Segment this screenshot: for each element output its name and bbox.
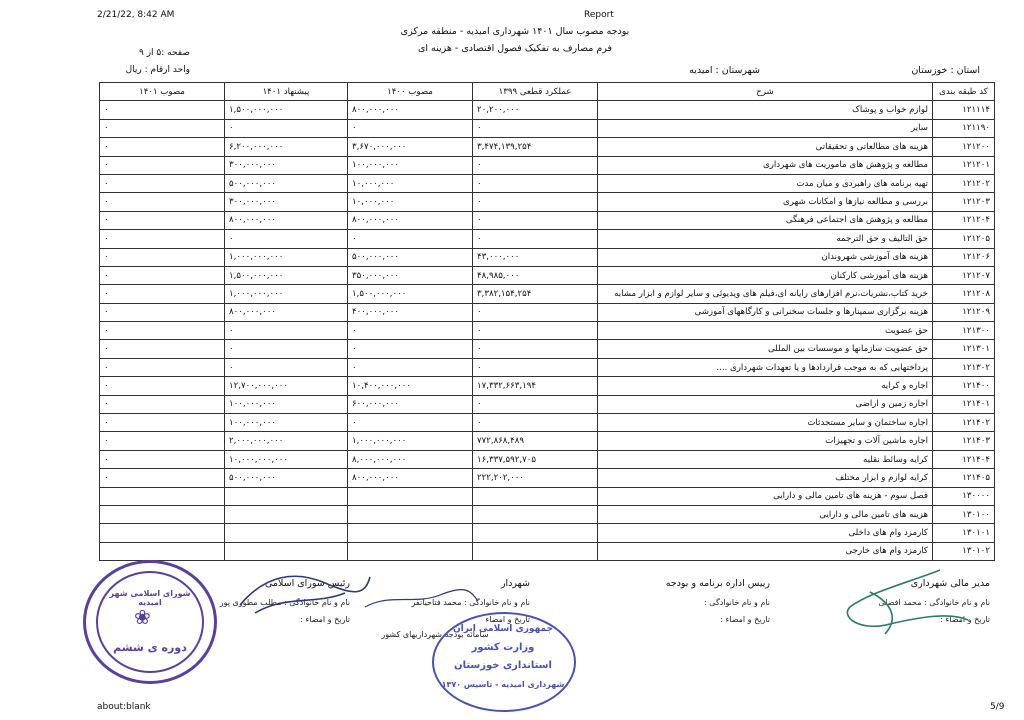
table-row [100,119,995,137]
table-row [100,358,995,376]
cell-proposed-1401 [225,542,348,560]
table-row [100,542,995,560]
cell-proposed-1401: ۸۰۰,۰۰۰,۰۰۰ [225,211,348,229]
cell-approved-1400: ۸۰۰,۰۰۰,۰۰۰ [348,101,473,119]
cell-description: خرید کتاب،نشریات،نرم افزارهای رایانه ای،فیلم های ویدیوئی و سایر لوازم و ابزار مشابه [598,285,933,303]
cell-code: ۱۲۱۲۰۳ [933,193,995,211]
table-row [100,414,995,432]
cell-actual-1399: ۰ [473,303,598,321]
cell-proposed-1401: ۲,۰۰۰,۰۰۰,۰۰۰ [225,432,348,450]
cell-description: اجاره ساختمان و سایر مستحدثات [598,414,933,432]
cell-approved-1400: ۰ [348,340,473,358]
municipality-stamp [432,612,576,712]
cell-description: تهیه برنامه های راهبردی و میان مدت [598,174,933,192]
cell-approved-1401: ۰ [100,285,225,303]
cell-approved-1400 [348,524,473,542]
cell-approved-1401: ۰ [100,138,225,156]
finance-manager-signature-icon [830,562,970,642]
cell-approved-1401: ۰ [100,156,225,174]
table-row [100,266,995,284]
cell-approved-1401 [100,487,225,505]
cell-proposed-1401 [225,505,348,523]
council-stamp-text: شورای اسلامی شهر امیدیه [109,589,191,607]
report-title: بودجه مصوب سال ۱۴۰۱ شهرداری امیدیه - منطقه مرکزی [400,26,630,37]
cell-approved-1401: ۰ [100,395,225,413]
mayor-title: شهردار [500,578,530,589]
print-url: about:blank [97,702,151,712]
cell-description: اجاره زمین و اراضی [598,395,933,413]
cell-proposed-1401: ۱۰۰,۰۰۰,۰۰۰ [225,395,348,413]
cell-approved-1401: ۰ [100,432,225,450]
page-label: صفحه :۵ از ۹ [139,48,190,58]
cell-approved-1400: ۰ [348,414,473,432]
cell-approved-1401: ۰ [100,358,225,376]
cell-code: ۱۲۱۴۰۱ [933,395,995,413]
cell-approved-1400: ۱۰۰,۰۰۰,۰۰۰ [348,156,473,174]
cell-actual-1399: ۴۸,۹۸۵,۰۰۰ [473,266,598,284]
stamp-line-1: جمهوری اسلامی ایران [452,624,554,634]
cell-code: ۱۲۱۱۹۰ [933,119,995,137]
cell-approved-1401 [100,524,225,542]
table-row [100,230,995,248]
cell-actual-1399: ۳,۴۷۴,۱۳۹,۲۵۴ [473,138,598,156]
col-header-proposed-1401: پیشنهاد ۱۴۰۱ [225,83,348,101]
cell-actual-1399: ۰ [473,358,598,376]
table-row [100,193,995,211]
cell-code: ۱۲۱۲۰۷ [933,266,995,284]
mayor-name: نام و نام خانوادگی : محمد فتاحیانفر [411,598,530,607]
cell-approved-1401: ۰ [100,248,225,266]
cell-approved-1401: ۰ [100,230,225,248]
cell-description: سایر [598,119,933,137]
cell-description: کرایه وسائط نقلیه [598,450,933,468]
cell-proposed-1401: ۶,۲۰۰,۰۰۰,۰۰۰ [225,138,348,156]
table-row [100,101,995,119]
print-title: Report [584,10,614,20]
cell-approved-1400: ۸,۰۰۰,۰۰۰,۰۰۰ [348,450,473,468]
cell-code: ۱۲۱۴۰۵ [933,469,995,487]
table-row [100,174,995,192]
cell-approved-1400: ۱,۵۰۰,۰۰۰,۰۰۰ [348,285,473,303]
cell-approved-1400 [348,542,473,560]
cell-code: ۱۲۱۲۰۲ [933,174,995,192]
cell-proposed-1401: ۱,۰۰۰,۰۰۰,۰۰۰ [225,248,348,266]
county-value: امیدیه [689,65,713,76]
cell-approved-1401: ۰ [100,174,225,192]
col-header-actual-1399: عملکرد قطعی ۱۳۹۹ [473,83,598,101]
cell-actual-1399: ۰ [473,193,598,211]
cell-code: ۱۲۱۲۰۶ [933,248,995,266]
finance-manager-name: نام و نام خانوادگی : محمد افضلی [878,598,990,607]
budget-head-title: رییس اداره برنامه و بودجه [665,578,770,589]
mayor-signature-icon [360,585,480,615]
cell-approved-1400: ۸۰۰,۰۰۰,۰۰۰ [348,469,473,487]
table-row [100,432,995,450]
stamp-line-3: استانداری خوزستان [454,660,552,671]
cell-approved-1401: ۰ [100,322,225,340]
county-label: شهرستان : [715,65,760,76]
cell-description: مطالعه و پژوهش های ماموریت های شهرداری [598,156,933,174]
table-row [100,395,995,413]
cell-actual-1399: ۳,۳۸۲,۱۵۴,۲۵۴ [473,285,598,303]
cell-proposed-1401: ۱۰,۰۰۰,۰۰۰,۰۰۰ [225,450,348,468]
cell-approved-1401: ۰ [100,469,225,487]
cell-proposed-1401: ۱,۵۰۰,۰۰۰,۰۰۰ [225,266,348,284]
cell-actual-1399 [473,487,598,505]
cell-code: ۱۲۱۴۰۴ [933,450,995,468]
cell-approved-1401: ۰ [100,303,225,321]
table-row [100,138,995,156]
cell-code: ۱۲۱۴۰۲ [933,414,995,432]
table-row [100,303,995,321]
cell-code: ۱۲۱۱۱۴ [933,101,995,119]
emblem-icon: ❀ [134,605,151,629]
cell-proposed-1401: ۰ [225,119,348,137]
table-row [100,340,995,358]
table-row [100,487,995,505]
cell-code: ۱۲۱۲۰۴ [933,211,995,229]
cell-code: ۱۳۰۱۰۲ [933,542,995,560]
cell-approved-1401: ۰ [100,414,225,432]
cell-actual-1399: ۰ [473,230,598,248]
council-stamp-term: دوره ی ششم [113,641,187,654]
cell-approved-1400: ۰ [348,119,473,137]
finance-manager-sign: تاریخ و امضاء : [940,615,990,624]
cell-approved-1401: ۰ [100,193,225,211]
cell-approved-1400: ۴۰۰,۰۰۰,۰۰۰ [348,303,473,321]
table-row [100,211,995,229]
table-row [100,450,995,468]
cell-proposed-1401: ۰ [225,230,348,248]
table-row [100,469,995,487]
cell-proposed-1401: ۰ [225,322,348,340]
cell-description: هزینه های آموزشی شهروندان [598,248,933,266]
council-head-name: نام و نام خانوادگی : مطلب مطوری پور [219,598,350,607]
cell-description: حق التالیف و حق الترجمه [598,230,933,248]
cell-actual-1399 [473,524,598,542]
table-row [100,156,995,174]
cell-code: ۱۳۰۱۰۱ [933,524,995,542]
cell-approved-1400: ۱۰,۰۰۰,۰۰۰ [348,193,473,211]
cell-actual-1399 [473,505,598,523]
report-subtitle: فرم مصارف به تفکیک فصول اقتصادی - هزینه ای [417,43,613,54]
cell-proposed-1401: ۱,۰۰۰,۰۰۰,۰۰۰ [225,285,348,303]
cell-description: اجاره ماشین آلات و تجهیزات [598,432,933,450]
cell-code: ۱۲۱۲۰۸ [933,285,995,303]
cell-description: مطالعه و پژوهش های اجتماعی فرهنگی [598,211,933,229]
cell-actual-1399: ۲۲۲,۲۰۲,۰۰۰ [473,469,598,487]
cell-code: ۱۲۱۲۰۰ [933,138,995,156]
cell-proposed-1401: ۳۰۰,۰۰۰,۰۰۰ [225,193,348,211]
budget-head-sign: تاریخ و امضاء : [720,615,770,624]
cell-proposed-1401: ۰ [225,340,348,358]
cell-description: هزینه های مطالعاتی و تحقیقاتی [598,138,933,156]
cell-description: هزینه های آموزشی کارکنان [598,266,933,284]
cell-approved-1401 [100,505,225,523]
cell-description: هزینه برگزاری سمینارها و جلسات سخنرانی و کارگاههای آموزشی [598,303,933,321]
cell-code: ۱۲۱۳۰۲ [933,358,995,376]
cell-approved-1400: ۳,۶۷۰,۰۰۰,۰۰۰ [348,138,473,156]
county-info [630,65,760,76]
cell-actual-1399: ۰ [473,156,598,174]
cell-approved-1401: ۰ [100,266,225,284]
cell-approved-1400: ۵۰۰,۰۰۰,۰۰۰ [348,248,473,266]
cell-proposed-1401: ۳۰۰,۰۰۰,۰۰۰ [225,156,348,174]
cell-code: ۱۳۰۰۰۰ [933,487,995,505]
cell-code: ۱۲۱۳۰۱ [933,340,995,358]
table-row [100,377,995,395]
table-row [100,322,995,340]
table-row [100,285,995,303]
col-header-description: شرح [598,83,933,101]
cell-description: پرداختهایی که به موجب قراردادها و یا تعهدات شهرداری .... [598,358,933,376]
province-value: خوزستان [911,65,948,76]
cell-actual-1399: ۱۷,۳۳۲,۶۶۳,۱۹۴ [473,377,598,395]
cell-actual-1399: ۱۶,۳۳۷,۵۹۲,۷۰۵ [473,450,598,468]
cell-approved-1400: ۰ [348,322,473,340]
system-note: سامانه بودجه شهرداریهای کشور [381,630,489,639]
cell-description: لوازم خواب و پوشاک [598,101,933,119]
province-info [860,65,980,76]
table-row [100,505,995,523]
cell-approved-1400: ۸۰۰,۰۰۰,۰۰۰ [348,211,473,229]
cell-code: ۱۲۱۴۰۰ [933,377,995,395]
stamp-line-4: شهرداری امیدیه - تاسیس ۱۳۷۰ [441,680,565,689]
cell-proposed-1401: ۸۰۰,۰۰۰,۰۰۰ [225,303,348,321]
print-datetime: 2/21/22, 8:42 AM [97,10,175,20]
cell-proposed-1401: ۰ [225,358,348,376]
cell-approved-1400 [348,487,473,505]
cell-description: کارمزد وام های داخلی [598,524,933,542]
cell-actual-1399: ۰ [473,211,598,229]
finance-manager-title: مدیر مالی شهرداری [910,578,990,589]
cell-proposed-1401 [225,487,348,505]
cell-proposed-1401: ۱,۵۰۰,۰۰۰,۰۰۰ [225,101,348,119]
cell-description: کارمزد وام های خارجی [598,542,933,560]
cell-actual-1399: ۰ [473,119,598,137]
cell-description: حق عضویت [598,322,933,340]
table-header-row [100,83,995,101]
cell-approved-1400: ۱۰,۰۰۰,۰۰۰ [348,174,473,192]
cell-approved-1400: ۶۰۰,۰۰۰,۰۰۰ [348,395,473,413]
cell-actual-1399: ۰ [473,340,598,358]
cell-approved-1400: ۱,۰۰۰,۰۰۰,۰۰۰ [348,432,473,450]
cell-code: ۱۲۱۲۰۵ [933,230,995,248]
cell-approved-1401: ۰ [100,450,225,468]
mayor-sign: تاریخ و امضاء [485,615,530,624]
cell-code: ۱۲۱۳۰۰ [933,322,995,340]
cell-code: ۱۲۱۲۰۹ [933,303,995,321]
cell-approved-1401: ۰ [100,211,225,229]
cell-proposed-1401: ۵۰۰,۰۰۰,۰۰۰ [225,469,348,487]
cell-actual-1399: ۴۳,۰۰۰,۰۰۰ [473,248,598,266]
cell-proposed-1401 [225,524,348,542]
cell-approved-1401: ۰ [100,119,225,137]
cell-approved-1400: ۳۵۰,۰۰۰,۰۰۰ [348,266,473,284]
cell-actual-1399: ۲۰,۲۰۰,۰۰۰ [473,101,598,119]
cell-approved-1400: ۰ [348,230,473,248]
cell-approved-1401: ۰ [100,340,225,358]
cell-approved-1400 [348,505,473,523]
cell-code: ۱۲۱۲۰۱ [933,156,995,174]
cell-actual-1399: ۰ [473,174,598,192]
cell-description: حق عضویت سازمانها و موسسات بین المللی [598,340,933,358]
print-page-count: 5/9 [990,702,1005,712]
province-label: استان : [950,65,980,76]
cell-approved-1400: ۰ [348,358,473,376]
table-row [100,248,995,266]
cell-actual-1399: ۷۷۲,۸۶۸,۴۸۹ [473,432,598,450]
council-stamp [83,560,217,684]
cell-actual-1399: ۰ [473,414,598,432]
cell-actual-1399: ۰ [473,395,598,413]
cell-actual-1399: ۰ [473,322,598,340]
cell-approved-1400: ۱۰,۴۰۰,۰۰۰,۰۰۰ [348,377,473,395]
col-header-code: کد طبقه بندی [933,83,995,101]
council-signature-icon [235,565,375,625]
council-head-sign: تاریخ و امضاء : [300,615,350,624]
cell-description: هزینه های تامین مالی و دارایی [598,505,933,523]
table-row [100,524,995,542]
cell-approved-1401 [100,542,225,560]
stamp-line-2: وزارت کشور [471,642,535,653]
cell-approved-1401: ۰ [100,101,225,119]
cell-proposed-1401: ۱۲,۷۰۰,۰۰۰,۰۰۰ [225,377,348,395]
cell-code: ۱۳۰۱۰۰ [933,505,995,523]
cell-description: بررسی و مطالعه نیازها و امکانات شهری [598,193,933,211]
cell-code: ۱۲۱۴۰۳ [933,432,995,450]
budget-table [99,82,995,561]
cell-actual-1399 [473,542,598,560]
unit-label: واحد ارقام : ریال [125,65,190,75]
cell-proposed-1401: ۵۰۰,۰۰۰,۰۰۰ [225,174,348,192]
council-head-title: رئیس شورای اسلامی [264,578,350,589]
cell-approved-1401: ۰ [100,377,225,395]
cell-proposed-1401: ۱۰۰,۰۰۰,۰۰۰ [225,414,348,432]
col-header-approved-1401: مصوب ۱۴۰۱ [100,83,225,101]
budget-head-name: نام و نام خانوادگی : [704,598,770,607]
col-header-approved-1400: مصوب ۱۴۰۰ [348,83,473,101]
cell-description: فصل سوم - هزینه های تامین مالی و دارایی [598,487,933,505]
cell-description: کرایه لوازم و ابزار مختلف [598,469,933,487]
cell-description: اجاره و کرایه [598,377,933,395]
